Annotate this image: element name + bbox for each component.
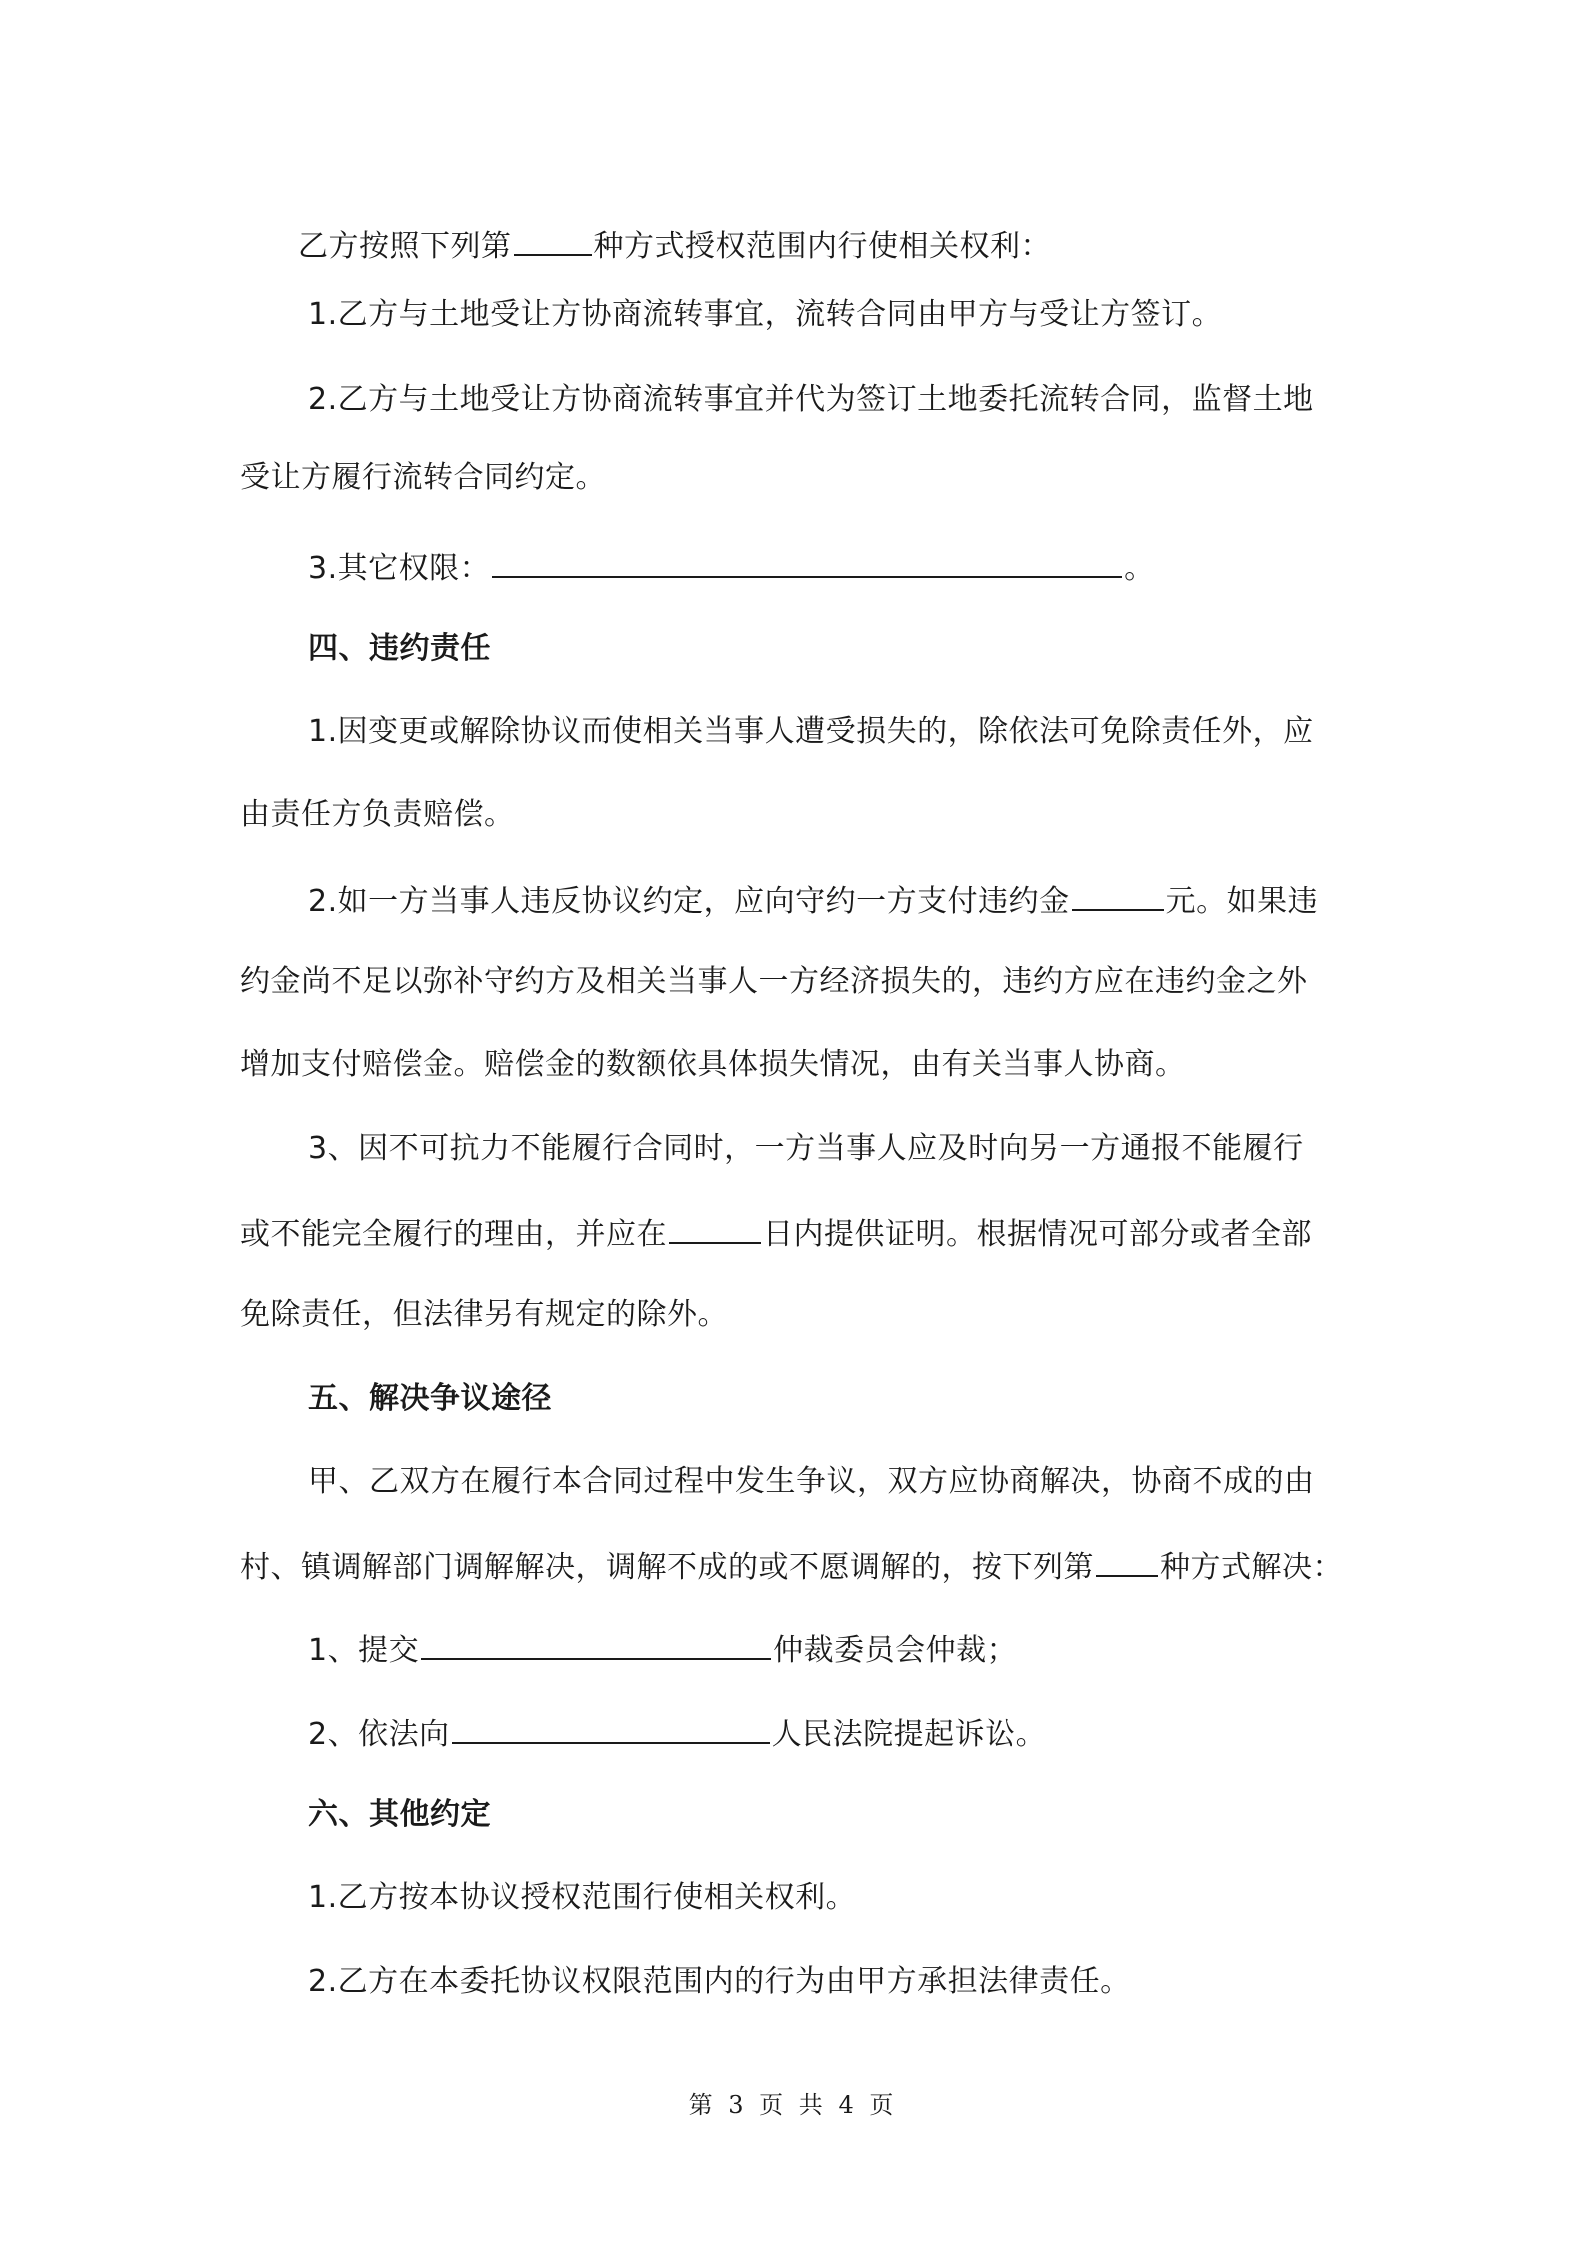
paragraph-line: 2.乙方在本委托协议权限范围内的行为由甲方承担法律责任。: [308, 1964, 1131, 1999]
fill-in-blank: [492, 546, 1122, 578]
text: 1、提交: [308, 1633, 420, 1668]
text: 乙方按照下列第: [298, 229, 512, 264]
paragraph-line: [240, 1545, 1343, 1588]
section-heading: 六、其他约定: [308, 1797, 491, 1832]
text: 2、依法向: [308, 1717, 450, 1752]
paragraph-line: 2.乙方与土地受让方协商流转事宜并代为签订土地委托流转合同，监督土地: [308, 382, 1314, 417]
fill-in-blank: [669, 1212, 761, 1244]
paragraph-line: 1.乙方与土地受让方协商流转事宜，流转合同由甲方与受让方签订。: [308, 297, 1223, 332]
fill-in-blank: [514, 224, 592, 256]
paragraph-line: [308, 1712, 1046, 1755]
paragraph-line: 1.乙方按本协议授权范围行使相关权利。: [308, 1880, 857, 1915]
paragraph-line: [240, 1212, 1312, 1255]
paragraph-line: [308, 1628, 1017, 1671]
text: 或不能完全履行的理由，并应在: [240, 1217, 667, 1252]
text: 日内提供证明。根据情况可部分或者全部: [763, 1217, 1312, 1252]
text: 种方式解决：: [1160, 1550, 1343, 1585]
section-heading: 四、违约责任: [308, 631, 491, 666]
text: 村、镇调解部门调解解决，调解不成的或不愿调解的，按下列第: [240, 1550, 1094, 1585]
paragraph-line: 1.因变更或解除协议而使相关当事人遭受损失的，除依法可免除责任外，应: [308, 714, 1314, 749]
section-heading: 五、解决争议途径: [308, 1381, 552, 1416]
paragraph-line: 免除责任，但法律另有规定的除外。: [240, 1297, 728, 1332]
paragraph-line: 甲、乙双方在履行本合同过程中发生争议，双方应协商解决，协商不成的由: [308, 1464, 1315, 1499]
text: 人民法院提起诉讼。: [771, 1717, 1047, 1752]
page-number-footer: 第 3 页 共 4 页: [688, 2091, 898, 2119]
fill-in-blank: [452, 1712, 770, 1744]
paragraph-line: [298, 224, 1051, 267]
text: 种方式授权范围内行使相关权利：: [593, 229, 1051, 264]
paragraph-line: 3、因不可抗力不能履行合同时，一方当事人应及时向另一方通报不能履行: [308, 1131, 1304, 1166]
paragraph-line: 受让方履行流转合同约定。: [240, 460, 606, 495]
paragraph-line: [308, 546, 1155, 589]
text: 仲裁委员会仲裁；: [773, 1633, 1018, 1668]
fill-in-blank: [421, 1628, 771, 1660]
fill-in-blank: [1096, 1545, 1158, 1577]
paragraph-line: 增加支付赔偿金。赔偿金的数额依具体损失情况，由有关当事人协商。: [240, 1047, 1186, 1082]
text: 2.如一方当事人违反协议约定，应向守约一方支付违约金: [308, 884, 1070, 919]
paragraph-line: [308, 879, 1318, 922]
text: 元。如果违: [1165, 884, 1319, 919]
text: 3.其它权限：: [308, 551, 491, 586]
fill-in-blank: [1072, 879, 1164, 911]
paragraph-line: 约金尚不足以弥补守约方及相关当事人一方经济损失的，违约方应在违约金之外: [240, 964, 1308, 999]
paragraph-line: 由责任方负责赔偿。: [240, 797, 515, 832]
text: 。: [1124, 551, 1155, 586]
